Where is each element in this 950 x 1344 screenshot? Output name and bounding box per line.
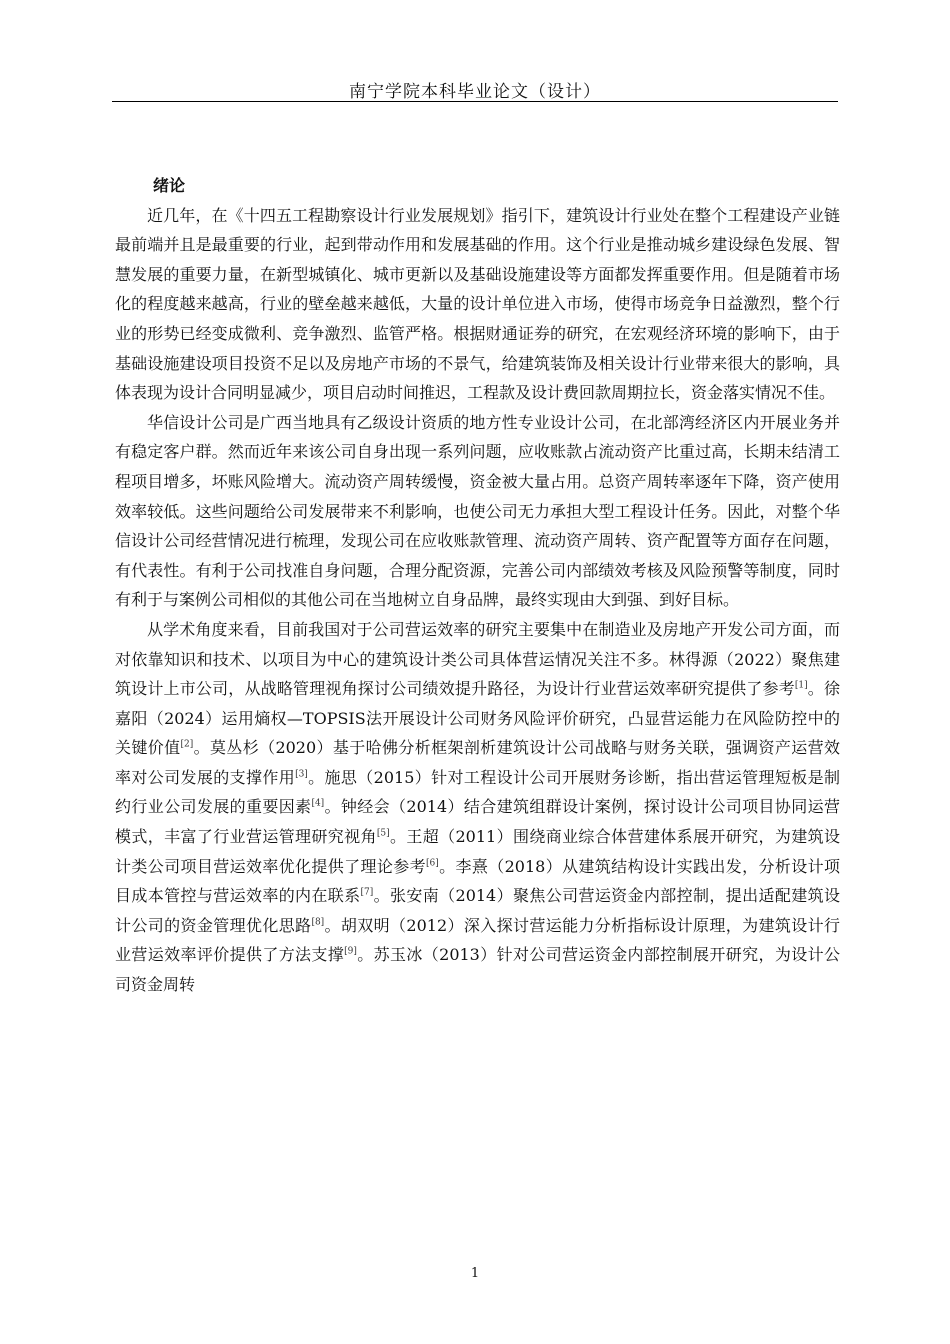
header-divider <box>112 101 838 102</box>
citation-marker: [3] <box>295 769 308 780</box>
paragraph-text: 。李熹（2018）从建筑结构设计实践出发，分析设计项目成本管控与营运效率的内在联系 <box>115 856 840 906</box>
running-header: 南宁学院本科毕业论文（设计） <box>349 82 601 102</box>
paragraph-3 <box>115 615 840 1000</box>
paragraph-text: 近几年，在《十四五工程勘察设计行业发展规划》指引下，建筑设计行业处在整个工程建设产业链最前端并且是最重要的行业，起到带动作用和发展基础的作用。这个行业是推动城乡建设绿色发展、智慧发展的重要力量，在新型城镇化、城市更新以及基础设施建设等方面都发挥重要作用。但是随着市场化的程度越来越高，行业的壁垒越来越低，大量的设计单位进入市场，使得市场竞争日益激烈，整个行业的形势已经变成微利、竞争激烈、监管严格。根据财通证券的研究，在宏观经济环境的影响下，由于基础设施建设项目投资不足以及房地产市场的不景气，给建筑装饰及相关设计行业带来很大的影响，具体表现为设计合同明显减少，项目启动时间推迟，工程款及设计费回款周期拉长，资金落实情况不佳。 <box>115 205 840 403</box>
citation-marker: [6] <box>426 858 439 869</box>
paragraph-text: 从学术角度来看，目前我国对于公司营运效率的研究主要集中在制造业及房地产开发公司方面，而对依靠知识和技术、以项目为中心的建筑设计类公司具体营运情况关注不多。林得源（2022）聚焦建筑设计上市公司，从战略管理视角探讨公司绩效提升路径，为设计行业营运效率研究提供了参考 <box>115 619 840 699</box>
paragraph-1 <box>115 201 840 408</box>
citation-marker: [1] <box>794 680 808 691</box>
citation-marker: [9] <box>344 947 357 958</box>
section-title: 绪论 <box>153 176 186 195</box>
paragraph-text: 。胡双明（2012）深入探讨营运能力分析指标设计原理，为建筑设计行业营运效率评价提供了方法支撑 <box>115 915 840 965</box>
paragraph-text: 华信设计公司是广西当地具有乙级设计资质的地方性专业设计公司，在北部湾经济区内开展业务并有稳定客户群。然而近年来该公司自身出现一系列问题，应收账款占流动资产比重过高，长期未结清工程项目增多，坏账风险增大。流动资产周转缓慢，资金被大量占用。总资产周转率逐年下降，资产使用效率较低。这些问题给公司发展带来不利影响，也使公司无力承担大型工程设计任务。因此，对整个华信设计公司经营情况进行梳理，发现公司在应收账款管理、流动资产周转、资产配置等方面存在问题，有代表性。有利于公司找准自身问题，合理分配资源，完善公司内部绩效考核及风险预警等制度，同时有利于与案例公司相似的其他公司在当地树立自身品牌，最终实现由大到强、到好目标。 <box>115 412 840 610</box>
citation-marker: [4] <box>311 799 325 810</box>
citation-marker: [5] <box>376 828 390 839</box>
citation-marker: [7] <box>360 887 374 898</box>
paragraph-text: 。施思（2015）针对工程设计公司开展财务诊断，指出营运管理短板是制约行业公司发展的重要因素 <box>115 767 840 817</box>
paragraph-text: 。莫丛杉（2020）基于哈佛分析框架剖析建筑设计公司战略与财务关联，强调资产运营效率对公司发展的支撑作用 <box>115 738 840 787</box>
body-content <box>115 171 840 1000</box>
paragraph-2 <box>115 408 840 615</box>
citation-marker: [8] <box>311 917 325 928</box>
paragraph-text: 。苏玉冰（2013）针对公司营运资金内部控制展开研究，为设计公司资金周转 <box>115 945 840 995</box>
paragraph-text: 。钟经会（2014）结合建筑组群设计案例，探讨设计公司项目协同运营模式，丰富了行业营运管理研究视角 <box>115 797 840 847</box>
paragraph-text: 。张安南（2014）聚焦公司营运资金内部控制，提出适配建筑设计公司的资金管理优化思路 <box>115 886 840 935</box>
page-number: 1 <box>470 1266 480 1281</box>
citation-marker: [2] <box>180 739 194 750</box>
paragraph-text: 。徐嘉阳（2024）运用熵权—TOPSIS法开展设计公司财务风险评价研究，凸显营运能力在风险防控中的关键价值 <box>115 679 840 758</box>
paragraph-text: 。王超（2011）围绕商业综合体营建体系展开研究，为建筑设计类公司项目营运效率优化提供了理论参考 <box>115 827 840 876</box>
